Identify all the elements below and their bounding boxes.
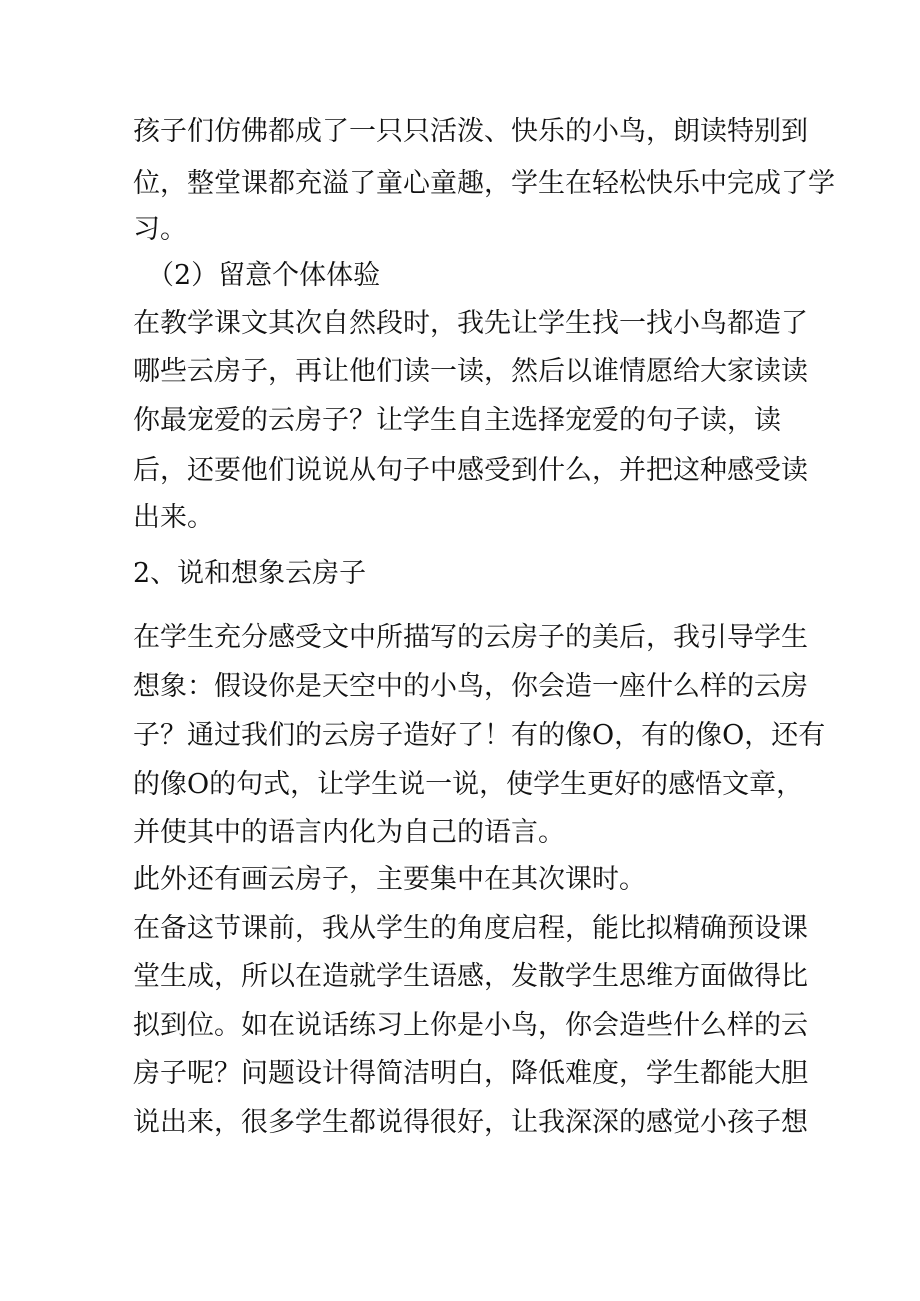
paragraph-line: 在备这节课前，我从学生的角度启程，能比拟精确预设课 [133,913,808,944]
paragraph-line: 的像O的句式，让学生说一说，使学生更好的感悟文章， [133,769,804,800]
paragraph-line: 出来。 [133,502,214,533]
paragraph-line: 你最宠爱的云房子？让学生自主选择宠爱的句子读，读 [133,405,781,436]
paragraph-line: 拟到位。如在说话练习上你是小鸟，你会造些什么样的云 [133,1010,808,1041]
subheading-line: （2）留意个体体验 [147,260,381,291]
paragraph-line: 子？通过我们的云房子造好了！有的像O，有的像O，还有 [133,720,826,751]
paragraph-line: 堂生成，所以在造就学生语感，发散学生思维方面做得比 [133,961,808,992]
paragraph-line: 在教学课文其次自然段时，我先让学生找一找小鸟都造了 [133,308,808,339]
paragraph-line: 想象：假设你是天空中的小鸟，你会造一座什么样的云房 [133,671,808,702]
paragraph-line: 并使其中的语言内化为自己的语言。 [133,817,565,848]
section-heading: 2、说和想象云房子 [133,558,367,589]
paragraph-line: 在学生充分感受文中所描写的云房子的美后，我引导学生 [133,622,808,653]
paragraph-line: 位，整堂课都充溢了童心童趣，学生在轻松快乐中完成了学 [133,168,835,199]
paragraph-line: 此外还有画云房子，主要集中在其次课时。 [133,864,646,895]
paragraph-line: 孩子们仿佛都成了一只只活泼、快乐的小鸟，朗读特别到 [133,116,808,147]
paragraph-line: 哪些云房子，再让他们读一读，然后以谁情愿给大家读读 [133,356,808,387]
paragraph-line: 后，还要他们说说从句子中感受到什么，并把这种感受读 [133,455,808,486]
paragraph-line: 房子呢？问题设计得简洁明白，降低难度，学生都能大胆 [133,1058,808,1089]
paragraph-line: 说出来，很多学生都说得很好，让我深深的感觉小孩子想 [133,1107,808,1138]
paragraph-line: 习。 [133,214,187,245]
